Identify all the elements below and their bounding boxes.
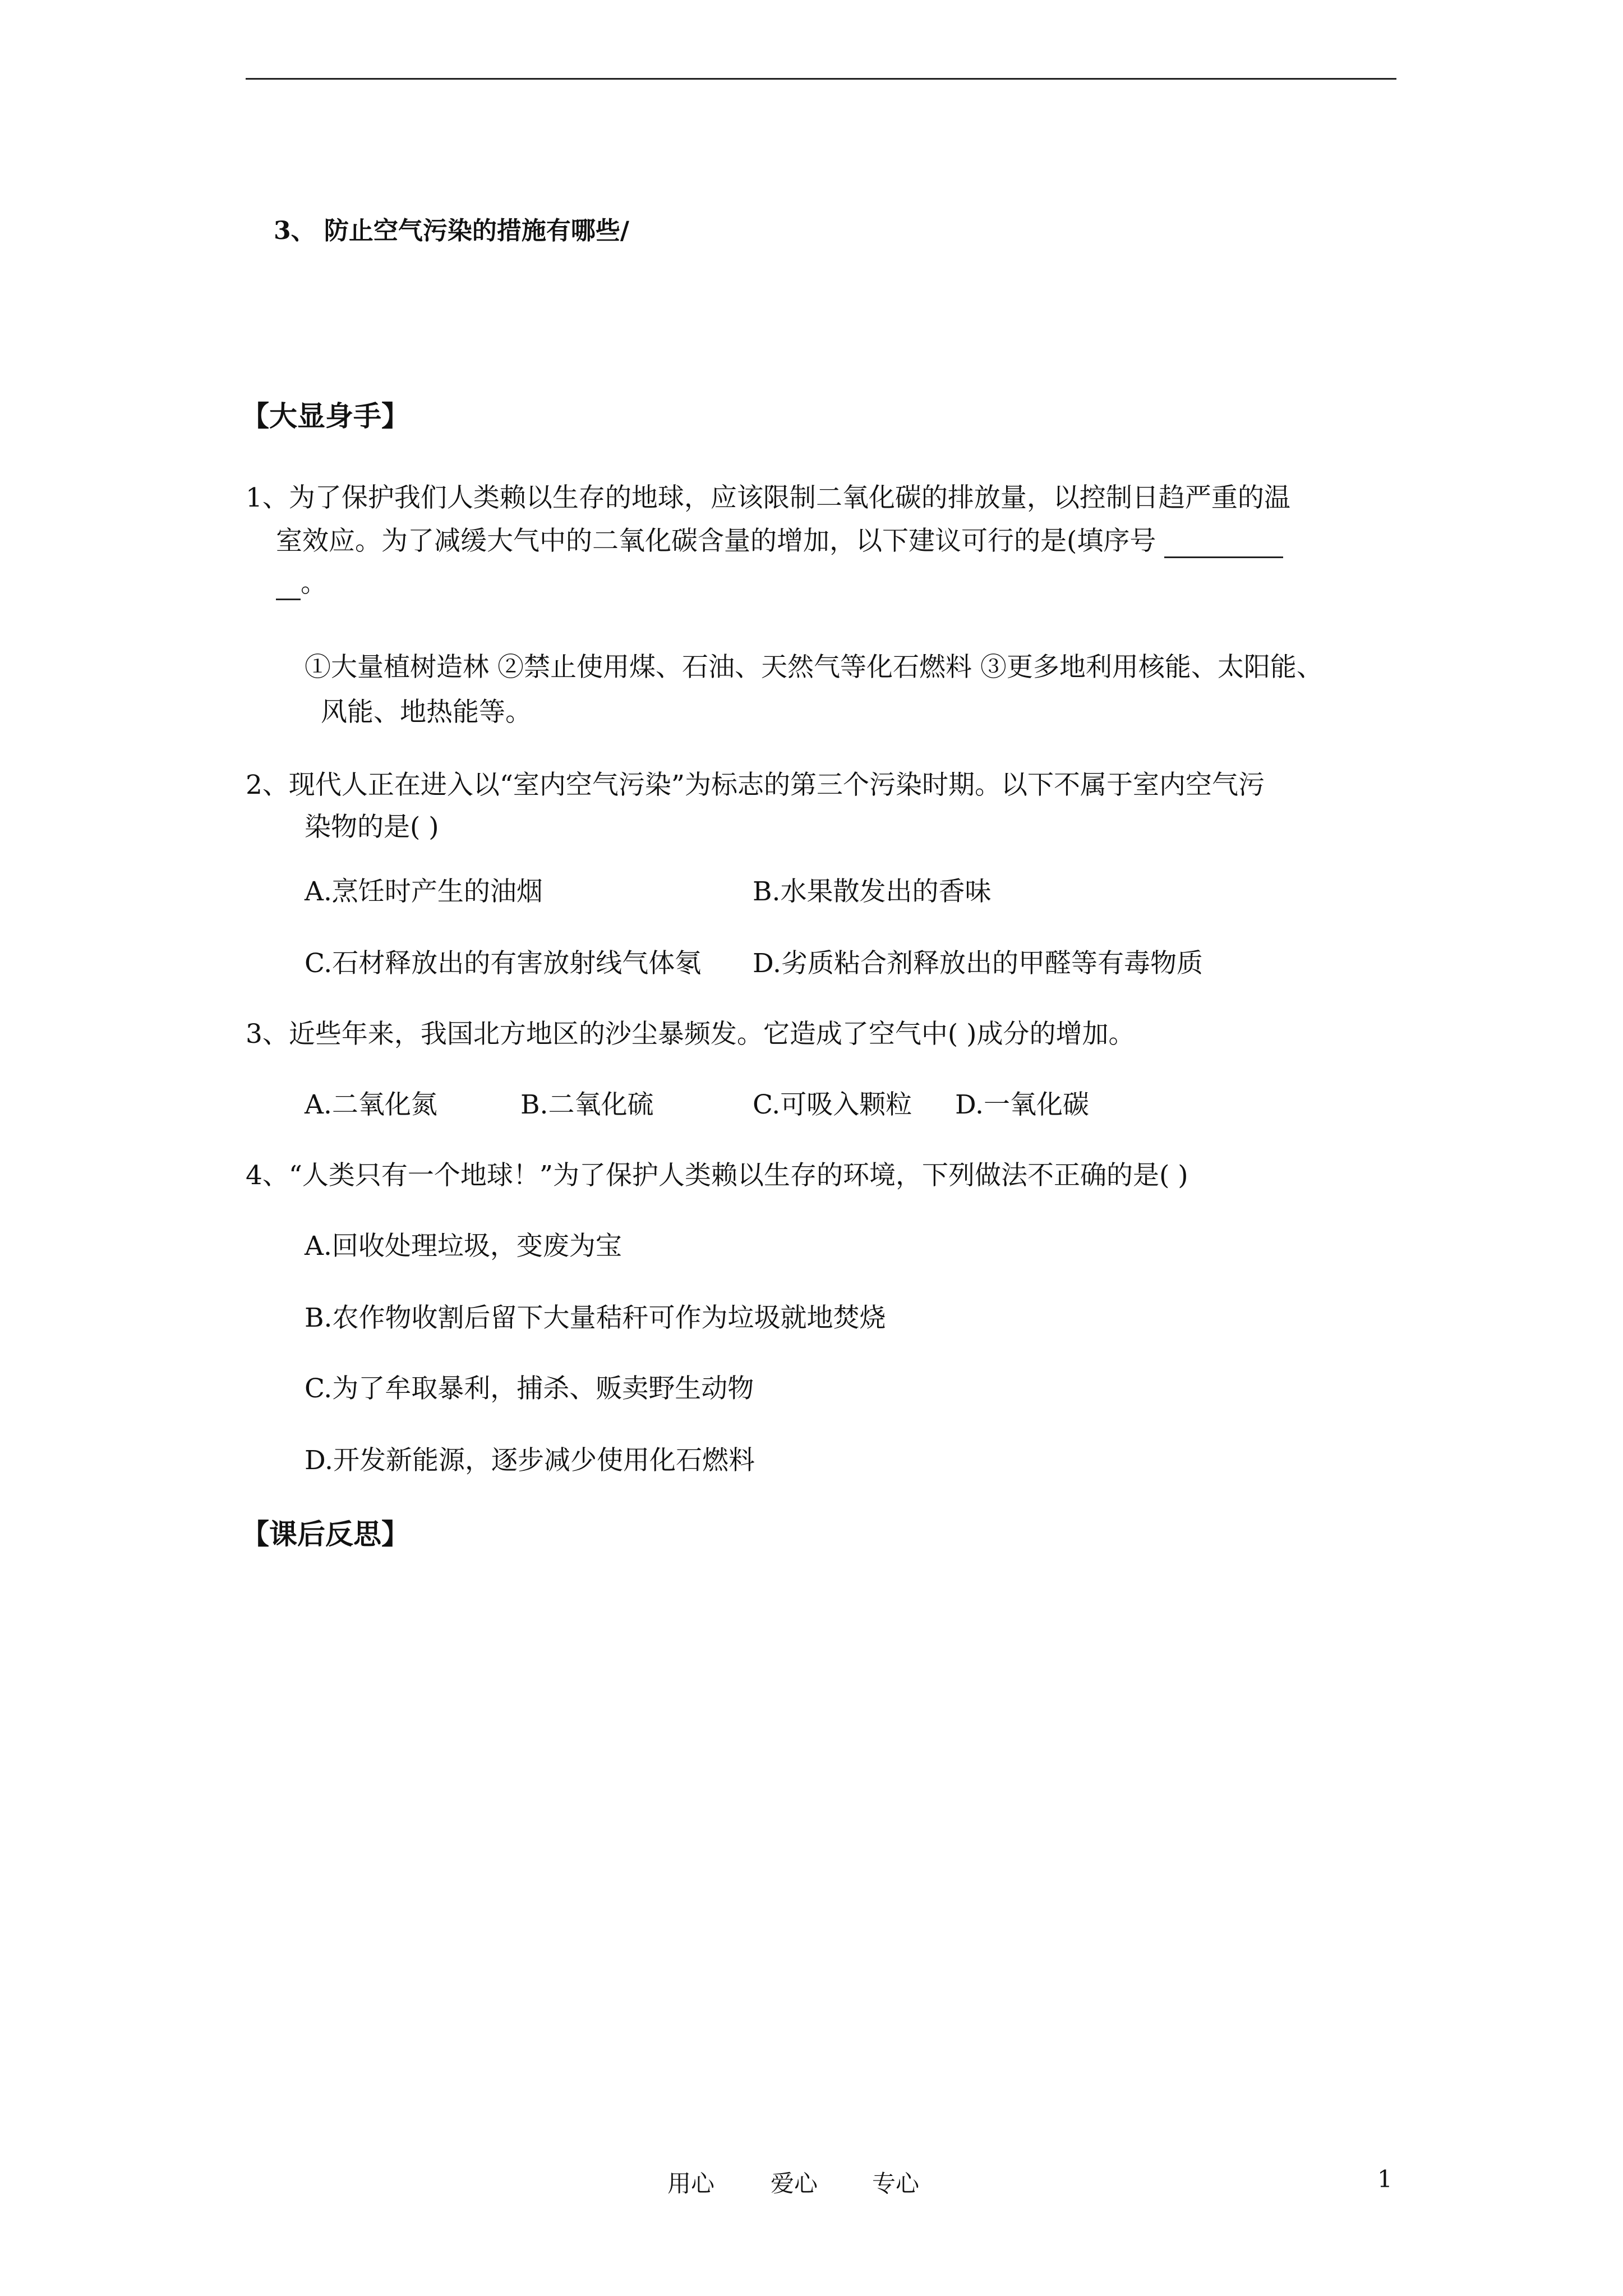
q3-option-a: A.二氧化氮: [305, 1089, 437, 1120]
q3-line1: 3、近些年来，我国北方地区的沙尘暴频发。它造成了空气中( )成分的增加。: [246, 1019, 1135, 1050]
q4-option-d: D.开发新能源，逐步减少使用化石燃料: [305, 1445, 755, 1476]
q2-line1: 2、现代人正在进入以“室内空气污染”为标志的第三个污染时期。以下不属于室内空气污: [246, 770, 1265, 800]
q1-line3: 。: [276, 567, 327, 600]
footer-motto-1: 用心: [667, 2170, 715, 2197]
q4-option-b: B.农作物收割后留下大量秸秆可作为垃圾就地焚烧: [305, 1303, 886, 1333]
q4-option-c: C.为了牟取暴利，捕杀、贩卖野生动物: [305, 1373, 754, 1404]
footer-motto-2: 爱心: [771, 2170, 818, 2197]
answer-blank[interactable]: [1164, 532, 1283, 558]
q1-line2: 室效应。为了减缓大气中的二氧化碳含量的增加，以下建议可行的是(填序号: [276, 524, 1283, 558]
page-number: 1: [1377, 2165, 1393, 2193]
q2-option-d: D.劣质粘合剂释放出的甲醛等有毒物质: [753, 948, 1203, 979]
previous-question-3: 3、 防止空气污染的措施有哪些/: [274, 217, 630, 245]
q3-option-d: D.一氧化碳: [955, 1089, 1089, 1120]
q1-options-line1: ①大量植树造林 ②禁止使用煤、石油、天然气等化石燃料 ③更多地利用核能、太阳能、: [305, 652, 1323, 683]
q2-option-c: C.石材释放出的有害放射线气体氡: [305, 948, 702, 979]
header-rule: [246, 78, 1396, 80]
q3-option-b: B.二氧化硫: [520, 1089, 654, 1120]
section-heading-reflection: 【课后反思】: [241, 1517, 409, 1550]
section-heading-practice: 【大显身手】: [241, 399, 409, 432]
q4-option-a: A.回收处理垃圾，变废为宝: [305, 1231, 622, 1262]
answer-blank-end: [276, 576, 301, 600]
q1-line1: 1、为了保护我们人类赖以生存的地球，应该限制二氧化碳的排放量，以控制日趋严重的温: [246, 482, 1290, 513]
q3-option-c: C.可吸入颗粒: [753, 1089, 912, 1120]
footer-motto-3: 专心: [872, 2170, 920, 2197]
q2-option-b: B.水果散发出的香味: [753, 876, 992, 907]
q1-options-line2: 风能、地热能等。: [321, 697, 532, 728]
q2-line2: 染物的是( ): [305, 812, 439, 843]
q2-option-a: A.烹饪时产生的油烟: [305, 876, 543, 907]
q4-line1: 4、“人类只有一个地球！”为了保护人类赖以生存的环境，下列做法不正确的是( ): [246, 1160, 1188, 1191]
